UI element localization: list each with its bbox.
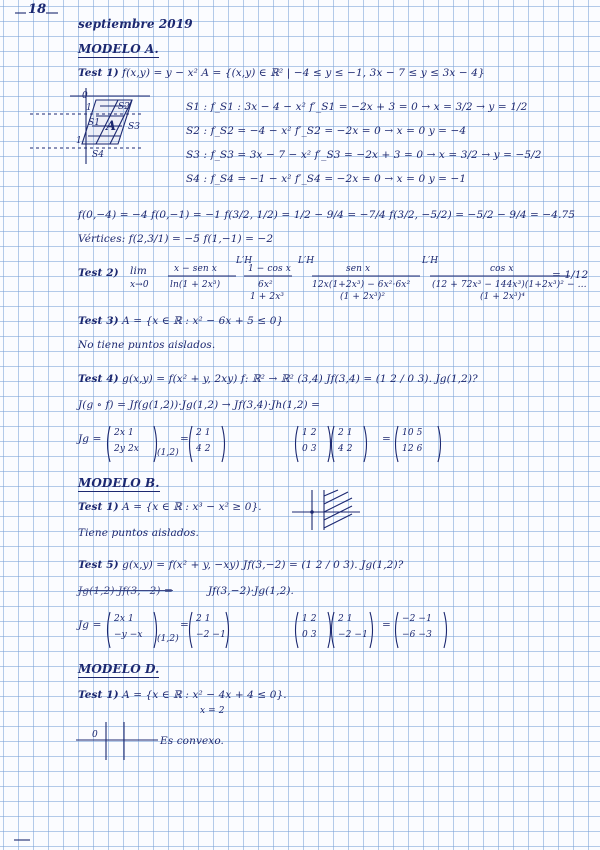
a-test4-pa-row2: 0 3 [302, 444, 317, 454]
a-test1-values: f(0,−4) = −4 f(0,−1) = −1 f(3/2, 1/2) = 1/2 − 9/4 = −7/4 f(3/2, −5/2) = −5/2 − 9/4 = −4.75 [78, 209, 576, 221]
b-test1-line [78, 500, 262, 514]
a-test4-eq: = [180, 433, 189, 445]
a-test4-line [78, 372, 478, 386]
d-test1-note: Es convexo. [160, 735, 224, 747]
b-test5-pb-row2: −2 −1 [338, 630, 368, 640]
page-number: 18 [28, 2, 47, 17]
a-test2-f1-den: ln(1 + 2x³) [170, 280, 221, 290]
a-test2-lh1: L′H [236, 256, 253, 266]
d-test1-axis-label: 0 [92, 730, 98, 740]
a-test4-label: Test 4) [78, 373, 119, 385]
a-test4-brackets [0, 422, 600, 472]
fig-label-s3: S3 [128, 122, 141, 132]
d-test1-label: Test 1) [78, 689, 119, 701]
b-test5-brackets [0, 608, 600, 658]
a-test3-statement: A = {x ∈ ℝ : x² − 6x + 5 ≤ 0} [122, 315, 284, 327]
a-test2-f3-den-den: (1 + 2x³)² [340, 292, 386, 302]
a-test2-lh2: L′H [298, 256, 315, 266]
b-test5-jg-res-row1: 2 1 [196, 614, 211, 624]
date-heading: septiembre 2019 [78, 17, 193, 31]
a-test1-row-s4: S4 : f_S4 = −1 − x² f′_S4 = −2x = 0 → x = 0 y = −1 [186, 173, 467, 185]
a-test2-f2-den-num: 6x² [258, 280, 273, 290]
fig-label-a: A [106, 119, 117, 134]
section-heading-modelo-b: MODELO B. [78, 476, 160, 490]
a-test2-lim: lim [130, 265, 147, 277]
b-test5-jg-res-row2: −2 −1 [196, 630, 226, 640]
a-test2-f4-den-den: (1 + 2x³)⁴ [480, 292, 526, 302]
a-test2-lim-sub: x→0 [130, 280, 149, 290]
a-test4-pb-row2: 4 2 [338, 444, 353, 454]
b-test5-pa-row2: 0 3 [302, 630, 317, 640]
a-test2-lh3: L′H [422, 256, 439, 266]
b-test5-pa-row1: 1 2 [302, 614, 317, 624]
a-test2-f3-den-num: 12x(1+2x³) − 6x²·6x² [312, 280, 411, 290]
b-test5-pr-row2: −6 −3 [402, 630, 432, 640]
margin-dash-bottom [0, 830, 40, 850]
a-test3-note: No tiene puntos aislados. [78, 339, 216, 351]
a-test4-pr-row1: 10 5 [402, 428, 423, 438]
a-test1-row-s3: S3 : f_S3 = 3x − 7 − x² f′_S3 = −2x + 3 = 0 → x = 3/2 → y = −5/2 [186, 149, 542, 161]
a-test2-label-text: Test 2) [78, 267, 119, 279]
a-test4-pa-row1: 1 2 [302, 428, 317, 438]
a-test4-eq2: = [382, 433, 391, 445]
b-test1-note: Tiene puntos aislados. [78, 527, 199, 539]
a-test4-jg-row1: 2x 1 [114, 428, 134, 438]
a-test1-label: Test 1) [78, 67, 119, 79]
a-test4-statement: g(x,y) = f(x² + y, 2xy) f: ℝ² → ℝ² (3,4) Jf(3,4) = (1 2 / 0 3). Jg(1,2)? [122, 373, 478, 385]
fig-label-s1: S1 [88, 118, 101, 128]
a-test4-jg-row2: 2y 2x [114, 444, 139, 454]
section-heading-modelo-d: MODELO D. [78, 662, 160, 676]
b-test5-pr-row1: −2 −1 [402, 614, 432, 624]
a-test2-f1-num: x − sen x [174, 264, 217, 274]
b-test5-jg-at: (1,2) [157, 634, 179, 644]
a-test2-f2-num: 1 − cos x [248, 264, 291, 274]
a-test2-f2-den-den: 1 + 2x³ [250, 292, 285, 302]
a-test3-line [78, 314, 283, 328]
d-test1-number-line [72, 716, 172, 766]
b-test5-eq2: = [382, 619, 391, 631]
b-test5-label: Test 5) [78, 559, 119, 571]
section-heading-modelo-a: MODELO A. [78, 42, 159, 56]
a-test4-jg-at: (1,2) [157, 448, 179, 458]
a-test4-pr-row2: 12 6 [402, 444, 423, 454]
fig-label-s2: S2 [118, 102, 131, 112]
a-test1-vertices: Vértices: f(2,3/1) = −5 f(1,−1) = −2 [78, 233, 274, 245]
b-test1-label: Test 1) [78, 501, 119, 513]
fig-label-0: 0 [82, 91, 88, 101]
a-test2-f4-num: cos x [490, 264, 514, 274]
b-test5-statement: g(x,y) = f(x² + y, −xy) Jf(3,−2) = (1 2 / 0 3). Jg(1,2)? [122, 559, 404, 571]
fig-label-1: 1 [86, 103, 92, 113]
a-test1-statement: f(x,y) = y − x² A = {(x,y) ∈ ℝ² | −4 ≤ y ≤ −1, 3x − 7 ≤ y ≤ 3x − 4} [122, 67, 485, 79]
b-test1-statement: A = {x ∈ ℝ : x³ − x² ≥ 0}. [122, 501, 262, 513]
d-test1-sub: x = 2 [200, 706, 225, 716]
fig-label-1b: 1 [76, 136, 82, 146]
b-test5-line [78, 558, 403, 572]
a-test4-jg-res-row2: 4 2 [196, 444, 211, 454]
b-test5-struck: Jg(1,2)·Jf(3,−2) = [78, 585, 173, 597]
a-test2-f4-den-num: (12 + 72x³ − 144x³)(1+2x³)² − … [432, 280, 587, 290]
a-test4-jg-res-row1: 2 1 [196, 428, 211, 438]
d-test1-line [78, 688, 287, 702]
b-test5-jg-row2: −y −x [114, 630, 143, 640]
a-test2-f3-num: sen x [346, 264, 371, 274]
a-test3-label: Test 3) [78, 315, 119, 327]
a-test1-row-s1: S1 : f_S1 : 3x − 4 − x² f′_S1 = −2x + 3 = 0 → x = 3/2 → y = 1/2 [186, 101, 528, 113]
a-test2-result: = 1/12 [552, 269, 589, 281]
b-test1-number-line [290, 486, 370, 536]
a-test4-chain: J(g ∘ f) = Jf(g(1,2))·Jg(1,2) → Jf(3,4)·Jh(1,2) = [78, 399, 321, 411]
a-test4-jg-label: Jg = [78, 433, 102, 445]
a-test1-line [78, 66, 485, 80]
b-test5-pb-row1: 2 1 [338, 614, 353, 624]
b-test5-jg-label: Jg = [78, 619, 102, 631]
b-test5-eq: = [180, 619, 189, 631]
b-test5-jg-row1: 2x 1 [114, 614, 134, 624]
a-test4-pb-row1: 2 1 [338, 428, 353, 438]
fig-label-s4: S4 [92, 150, 105, 160]
d-test1-statement: A = {x ∈ ℝ : x² − 4x + 4 ≤ 0}. [122, 689, 287, 701]
b-test5-line2: Jf(3,−2)·Jg(1,2). [208, 585, 294, 597]
a-test1-row-s2: S2 : f_S2 = −4 − x² f′_S2 = −2x = 0 → x = 0 y = −4 [186, 125, 467, 137]
